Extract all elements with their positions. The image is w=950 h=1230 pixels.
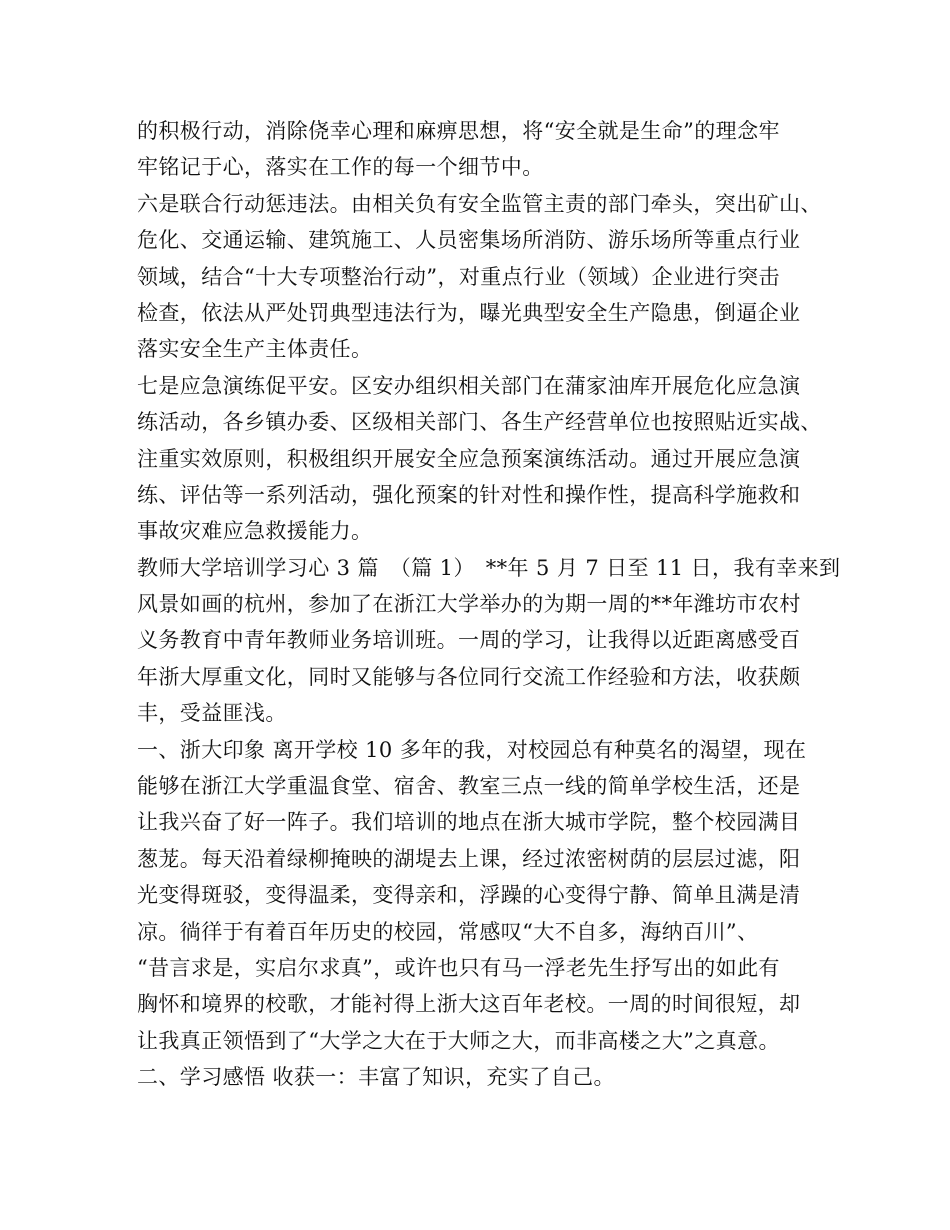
body-text (137, 113, 841, 1096)
text-line: 注重实效原则，积极组织开展安全应急预案演练活动。通过开展应急演 (137, 446, 801, 471)
text-line: 葱茏。每天沿着绿柳掩映的湖堤去上课，经过浓密树荫的层层过滤，阳 (137, 846, 801, 871)
text-line: 牢铭记于心，落实在工作的每一个细节中。 (137, 155, 544, 180)
text-line: 练活动，各乡镇办委、区级相关部门、各生产经营单位也按照贴近实战、 (137, 410, 822, 435)
text-line: 丰，受益匪浅。 (137, 701, 287, 726)
text-line: 七是应急演练促平安。区安办组织相关部门在蒲家油库开展危化应急演 (137, 373, 801, 398)
text-line: 危化、交通运输、建筑施工、人员密集场所消防、游乐场所等重点行业 (137, 228, 801, 253)
text-line: 的积极行动，消除侥幸心理和麻痹思想，将“安全就是生命”的理念牢 (137, 119, 780, 143)
text-line: 练、评估等一系列活动，强化预案的针对性和操作性，提高科学施救和 (137, 482, 801, 507)
text-line: 落实安全生产主体责任。 (137, 337, 373, 362)
text-line: 事故灾难应急救援能力。 (137, 519, 373, 544)
text-line: 让我兴奋了好一阵子。我们培训的地点在浙大城市学院，整个校园满目 (137, 810, 801, 835)
text-line: 年浙大厚重文化，同时又能够与各位同行交流工作经验和方法，收获颇 (137, 664, 801, 689)
text-line: 光变得斑驳，变得温柔，变得亲和，浮躁的心变得宁静、简单且满是清 (137, 883, 801, 908)
text-line: 领域，结合“十大专项整治行动”，对重点行业（领域）企业进行突击 (137, 264, 780, 289)
text-line: 教师大学培训学习心 3 篇 （篇 1） **年 5 月 7 日至 11 日，我有幸来到 (137, 555, 841, 580)
text-line: 义务教育中青年教师业务培训班。一周的学习，让我得以近距离感受百 (137, 628, 801, 653)
text-line: 六是联合行动惩违法。由相关负有安全监管主责的部门牵头，突出矿山、 (137, 191, 822, 216)
text-line: 胸怀和境界的校歌，才能衬得上浙大这百年老校。一周的时间很短，却 (137, 992, 801, 1017)
text-line: “昔言求是，实启尔求真”，或许也只有马一浮老先生抒写出的如此有 (137, 955, 780, 980)
text-line: 能够在浙江大学重温食堂、宿舍、教室三点一线的简单学校生活，还是 (137, 774, 801, 799)
text-line: 凉。徜徉于有着百年历史的校园，常感叹“大不自多，海纳百川”、 (137, 919, 759, 944)
text-line: 风景如画的杭州，参加了在浙江大学举办的为期一周的**年潍坊市农村 (137, 592, 801, 617)
text-line: 让我真正领悟到了“大学之大在于大师之大，而非高楼之大”之真意。 (137, 1028, 780, 1053)
text-line: 检查，依法从严处罚典型违法行为，曝光典型安全生产隐患，倒逼企业 (137, 300, 801, 325)
text-line: 二、学习感悟 收获一：丰富了知识，充实了自己。 (137, 1065, 615, 1090)
text-line: 一、浙大印象 离开学校 10 多年的我，对校园总有种莫名的渴望，现在 (137, 737, 807, 762)
